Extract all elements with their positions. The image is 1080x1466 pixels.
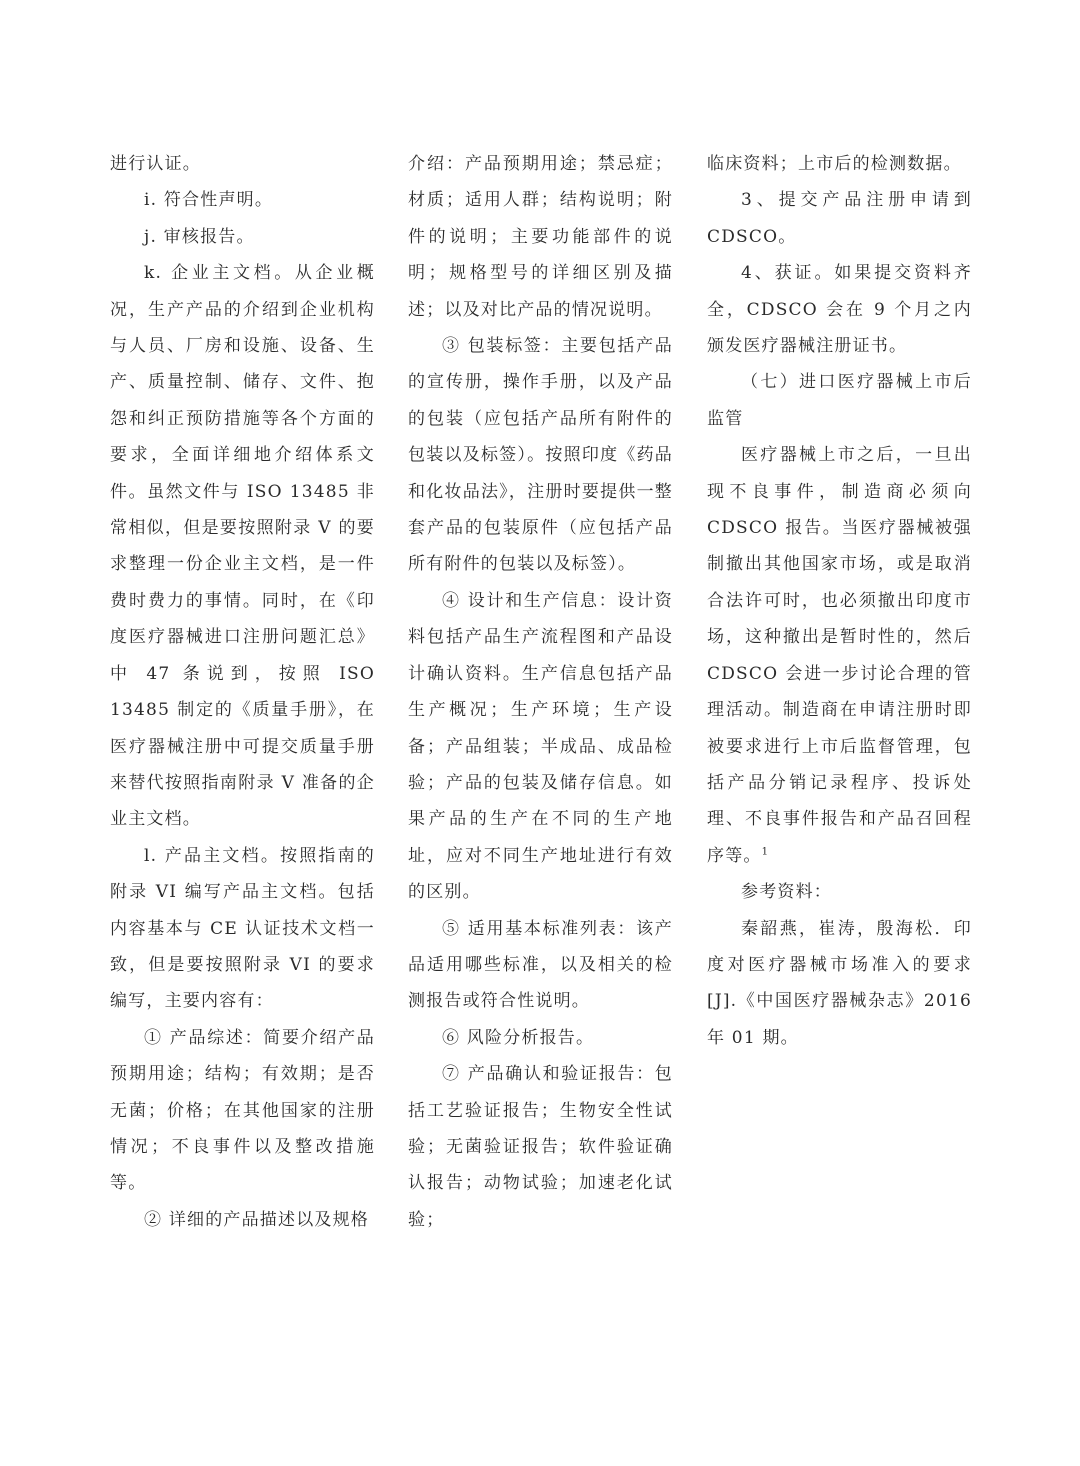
paragraph-text: ② 详细的产品描述以及规格 (144, 1209, 370, 1230)
paragraph (408, 911, 673, 1020)
paragraph (110, 146, 375, 182)
paragraph-text: ① 产品综述：简要介绍产品预期用途；结构；有效期；是否无菌；价格；在其他国家的注册情况；不良事件以及整改措施等。 (110, 1027, 375, 1194)
paragraph-text: 3、提交产品注册申请到 CDSCO。 (707, 190, 972, 247)
paragraph (707, 437, 972, 874)
text-column-2 (408, 146, 673, 1238)
text-column-1 (110, 146, 375, 1238)
text-column-3 (707, 146, 972, 1056)
paragraph-text: l. 产品主文档。按照指南的附录 VI 编写产品主文档。包括内容基本与 CE 认证技术文档一致，但是要按照附录 VI 的要求编写，主要内容有： (110, 845, 375, 1012)
paragraph-text: 进行认证。 (110, 154, 201, 174)
paragraph (707, 255, 972, 364)
paragraph (408, 583, 673, 911)
paragraph (110, 1020, 375, 1202)
paragraph-text: i. 符合性声明。 (144, 190, 274, 211)
paragraph-text: （七）进口医疗器械上市后监管 (707, 372, 972, 429)
paragraph (707, 911, 972, 1057)
paragraph (707, 182, 972, 255)
paragraph-text: 参考资料： (741, 882, 832, 903)
paragraph-text: ⑤ 适用基本标准列表：该产品适用哪些标准，以及相关的检测报告或符合性说明。 (408, 918, 673, 1012)
paragraph (110, 219, 375, 255)
paragraph (110, 255, 375, 838)
paragraph-text: 医疗器械上市之后，一旦出现不良事件，制造商必须向 CDSCO 报告。当医疗器械被强制撤出其他国家市场，或是取消合法许可时，也必须撤出印度市场，这种撤出是暂时性的，然后 CDSCO 会进一步讨论合理的管理活动。制造商在申请注册时即被要求进行上市后监督管理，包括产品分销记录程序、投诉处理、不良事件报告和产品召回程序等。 (707, 445, 972, 866)
paragraph-text: ⑦ 产品确认和验证报告：包括工艺验证报告；生物安全性试验；无菌验证报告；软件验证确认报告；动物试验；加速老化试验； (408, 1064, 673, 1230)
paragraph (408, 1056, 673, 1238)
paragraph (408, 146, 673, 328)
paragraph-text: ③ 包装标签：主要包括产品的宣传册，操作手册，以及产品的包装（应包括产品所有附件的包装以及标签）。按照印度《药品和化妆品法》，注册时要提供一整套产品的包装原件（应包括产品所有附件的包装以及标签）。 (408, 336, 673, 575)
paragraph (707, 364, 972, 437)
paragraph-text: 4、获证。如果提交资料齐全，CDSCO 会在 9 个月之内颁发医疗器械注册证书。 (707, 263, 972, 357)
paragraph-text: 秦韶燕，崔涛，殷海松．印度对医疗器械市场准入的要求 [J].《中国医疗器械杂志》2016 年 01 期。 (707, 918, 972, 1048)
paragraph-text: 临床资料；上市后的检测数据。 (707, 154, 962, 174)
paragraph-text: k. 企业主文档。从企业概况，生产产品的介绍到企业机构与人员、厂房和设施、设备、生产、质量控制、储存、文件、抱怨和纠正预防措施等各个方面的要求，全面详细地介绍体系文件。虽然文件与 ISO 13485 非常相似，但是要按照附录 V 的要求整理一份企业主文档，是一件费时费力的事情。同时，在《印度医疗器械进口注册问题汇总》中 47 条说到，按照 ISO 13485 制定的《质量手册》，在医疗器械注册中可提交质量手册来替代按照指南附录 V 准备的企业主文档。 (110, 263, 375, 830)
paragraph (707, 146, 972, 182)
paragraph-text: j. 审核报告。 (144, 226, 255, 247)
paragraph (707, 874, 972, 910)
footnote-marker: 1 (761, 846, 770, 858)
paragraph-text: ⑥ 风险分析报告。 (442, 1027, 595, 1048)
paragraph (408, 328, 673, 583)
paragraph (110, 838, 375, 1020)
paragraph-text: ④ 设计和生产信息：设计资料包括产品生产流程图和产品设计确认资料。生产信息包括产品生产概况；生产环境；生产设备；产品组装；半成品、成品检验；产品的包装及储存信息。如果产品的生产在不同的生产地址，应对不同生产地址进行有效的区别。 (408, 590, 673, 903)
paragraph (110, 1202, 375, 1238)
paragraph (408, 1020, 673, 1056)
paragraph (110, 182, 375, 218)
paragraph-text: 介绍：产品预期用途；禁忌症；材质；适用人群；结构说明；附件的说明；主要功能部件的说明；规格型号的详细区别及描述；以及对比产品的情况说明。 (408, 154, 673, 320)
